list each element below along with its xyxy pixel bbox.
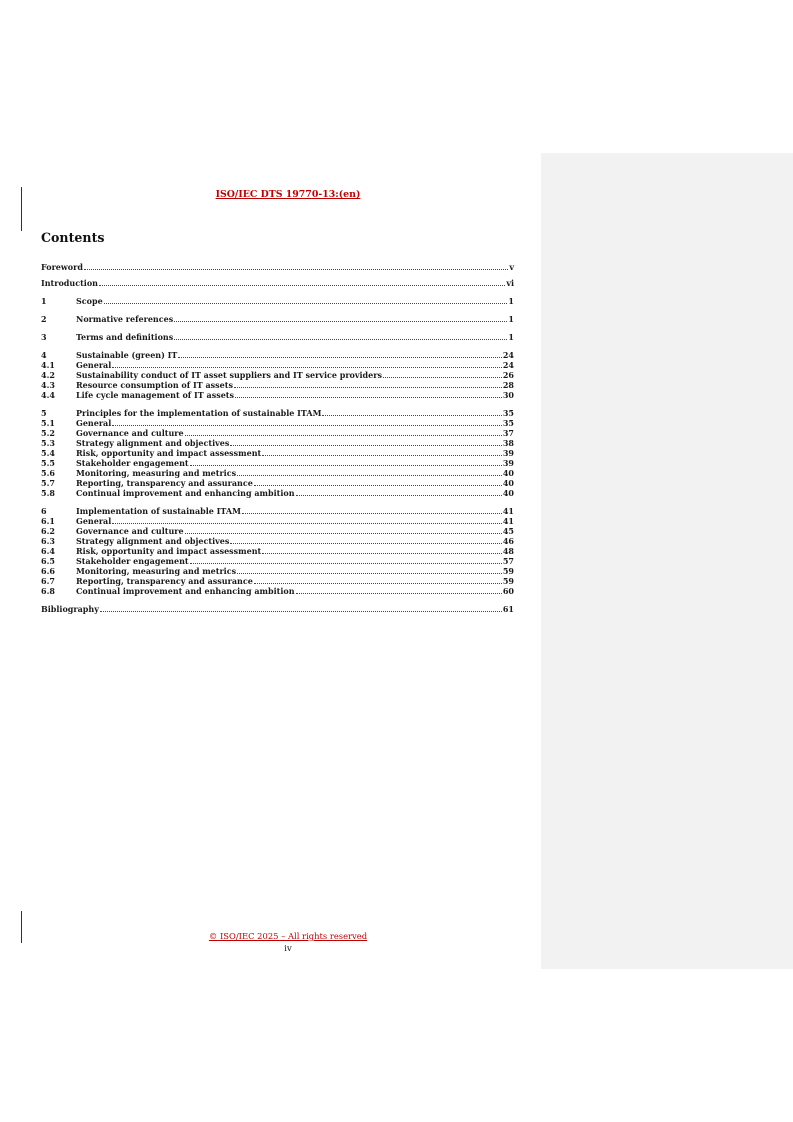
toc-entry-page: 35 bbox=[502, 408, 514, 418]
toc-entry-title: Principles for the implementation of sustainable ITAM bbox=[76, 408, 322, 418]
toc-entry-title: General bbox=[76, 516, 112, 526]
toc-entry-number: 6.2 bbox=[41, 526, 55, 536]
toc-entry-title: Strategy alignment and objectives bbox=[76, 536, 230, 546]
table-of-contents bbox=[41, 262, 514, 614]
toc-entry-title: Sustainability conduct of IT asset suppliers and IT service providers bbox=[76, 370, 382, 380]
toc-dot-leader bbox=[237, 468, 502, 476]
toc-dot-leader bbox=[174, 332, 507, 340]
toc-entry[interactable] bbox=[41, 604, 514, 614]
toc-entry[interactable] bbox=[41, 296, 514, 306]
toc-entry-page: 41 bbox=[502, 506, 514, 516]
toc-dot-leader bbox=[230, 438, 502, 446]
toc-entry-title: Governance and culture bbox=[76, 526, 184, 536]
toc-dot-leader bbox=[262, 448, 502, 456]
toc-entry-number: 6.6 bbox=[41, 566, 55, 576]
toc-entry[interactable] bbox=[41, 488, 514, 498]
copyright-notice[interactable]: © ISO/IEC 2025 – All rights reserved bbox=[208, 931, 368, 941]
toc-dot-leader bbox=[254, 478, 502, 486]
toc-entry-page: 24 bbox=[502, 350, 514, 360]
toc-entry-page: 40 bbox=[502, 468, 514, 478]
toc-entry[interactable] bbox=[41, 556, 514, 566]
toc-entry-title: Monitoring, measuring and metrics bbox=[76, 468, 237, 478]
toc-dot-leader bbox=[174, 314, 507, 322]
toc-entry-page: 48 bbox=[502, 546, 514, 556]
toc-entry[interactable] bbox=[41, 516, 514, 526]
toc-entry-number: 4.1 bbox=[41, 360, 55, 370]
toc-entry-title: Normative references bbox=[76, 314, 174, 324]
toc-entry-page: 59 bbox=[502, 576, 514, 586]
toc-entry-title: Terms and definitions bbox=[76, 332, 174, 342]
toc-entry-title: Resource consumption of IT assets bbox=[76, 380, 233, 390]
toc-entry[interactable] bbox=[41, 262, 514, 272]
toc-entry-title: Reporting, transparency and assurance bbox=[76, 576, 253, 586]
toc-entry-title: Scope bbox=[76, 296, 103, 306]
toc-dot-leader bbox=[235, 390, 502, 398]
toc-dot-leader bbox=[104, 296, 508, 304]
toc-dot-leader bbox=[190, 458, 502, 466]
toc-dot-leader bbox=[178, 350, 501, 358]
toc-entry-page: 39 bbox=[502, 448, 514, 458]
toc-entry-number: 3 bbox=[41, 332, 47, 342]
toc-entry-page: 59 bbox=[502, 566, 514, 576]
toc-entry-title: Sustainable (green) IT bbox=[76, 350, 178, 360]
toc-entry[interactable] bbox=[41, 536, 514, 546]
toc-entry[interactable] bbox=[41, 418, 514, 428]
toc-entry[interactable] bbox=[41, 576, 514, 586]
toc-entry-number: 2 bbox=[41, 314, 47, 324]
comment-pane bbox=[541, 153, 793, 969]
toc-entry-page: 35 bbox=[502, 418, 514, 428]
toc-entry-title: Bibliography bbox=[41, 604, 99, 614]
toc-entry-number: 5 bbox=[41, 408, 47, 418]
toc-entry-title: General bbox=[76, 360, 112, 370]
toc-entry-title: Strategy alignment and objectives bbox=[76, 438, 230, 448]
toc-entry-title: Implementation of sustainable ITAM bbox=[76, 506, 241, 516]
toc-dot-leader bbox=[190, 556, 502, 564]
toc-entry-title: Continual improvement and enhancing ambition bbox=[76, 488, 295, 498]
toc-entry-number: 5.4 bbox=[41, 448, 55, 458]
toc-entry-number: 6.7 bbox=[41, 576, 55, 586]
toc-entry[interactable] bbox=[41, 332, 514, 342]
toc-entry-number: 4.3 bbox=[41, 380, 55, 390]
toc-dot-leader bbox=[99, 278, 505, 286]
toc-dot-leader bbox=[112, 360, 502, 368]
toc-entry-page: 26 bbox=[502, 370, 514, 380]
toc-entry[interactable] bbox=[41, 586, 514, 596]
toc-entry-page: 30 bbox=[502, 390, 514, 400]
toc-entry-number: 6.3 bbox=[41, 536, 55, 546]
toc-dot-leader bbox=[234, 380, 502, 388]
toc-entry-title: Continual improvement and enhancing ambition bbox=[76, 586, 295, 596]
toc-entry[interactable] bbox=[41, 506, 514, 516]
change-bar-bottom bbox=[21, 911, 22, 943]
toc-entry-page: 61 bbox=[502, 604, 514, 614]
toc-dot-leader bbox=[254, 576, 502, 584]
toc-entry[interactable] bbox=[41, 360, 514, 370]
toc-entry[interactable] bbox=[41, 458, 514, 468]
toc-entry[interactable] bbox=[41, 428, 514, 438]
toc-entry-title: Governance and culture bbox=[76, 428, 184, 438]
toc-entry-title: Risk, opportunity and impact assessment bbox=[76, 448, 262, 458]
toc-entry[interactable] bbox=[41, 370, 514, 380]
toc-dot-leader bbox=[112, 418, 502, 426]
toc-entry-page: 45 bbox=[502, 526, 514, 536]
toc-entry-page: 60 bbox=[502, 586, 514, 596]
toc-entry-page: 39 bbox=[502, 458, 514, 468]
toc-dot-leader bbox=[185, 428, 502, 436]
toc-entry-number: 6 bbox=[41, 506, 47, 516]
toc-entry-title: Introduction bbox=[41, 278, 98, 288]
document-id-header[interactable]: ISO/IEC DTS 19770-13:(en) bbox=[215, 189, 361, 200]
toc-entry-title: General bbox=[76, 418, 112, 428]
toc-entry-number: 1 bbox=[41, 296, 47, 306]
toc-entry-title: Reporting, transparency and assurance bbox=[76, 478, 253, 488]
toc-dot-leader bbox=[322, 408, 501, 416]
toc-entry-number: 5.8 bbox=[41, 488, 55, 498]
toc-entry-number: 5.1 bbox=[41, 418, 55, 428]
toc-entry-title: Foreword bbox=[41, 262, 83, 272]
toc-entry-page: 28 bbox=[502, 380, 514, 390]
toc-dot-leader bbox=[185, 526, 502, 534]
contents-heading: Contents bbox=[41, 230, 105, 245]
toc-entry-number: 6.4 bbox=[41, 546, 55, 556]
toc-entry-title: Stakeholder engagement bbox=[76, 458, 189, 468]
toc-entry[interactable] bbox=[41, 350, 514, 360]
toc-dot-leader bbox=[230, 536, 502, 544]
toc-entry-number: 6.8 bbox=[41, 586, 55, 596]
toc-dot-leader bbox=[100, 604, 502, 612]
toc-entry-number: 5.6 bbox=[41, 468, 55, 478]
toc-entry-number: 5.5 bbox=[41, 458, 55, 468]
toc-dot-leader bbox=[84, 262, 508, 270]
toc-entry[interactable] bbox=[41, 380, 514, 390]
toc-dot-leader bbox=[296, 488, 502, 496]
toc-entry-number: 6.5 bbox=[41, 556, 55, 566]
toc-entry-number: 4.4 bbox=[41, 390, 55, 400]
toc-dot-leader bbox=[237, 566, 502, 574]
toc-entry-number: 6.1 bbox=[41, 516, 55, 526]
toc-entry-title: Life cycle management of IT assets bbox=[76, 390, 234, 400]
page-number: iv bbox=[284, 943, 292, 953]
toc-entry-page: 1 bbox=[508, 332, 514, 342]
toc-entry[interactable] bbox=[41, 438, 514, 448]
toc-entry-number: 4.2 bbox=[41, 370, 55, 380]
toc-entry-page: 24 bbox=[502, 360, 514, 370]
toc-entry-number: 5.3 bbox=[41, 438, 55, 448]
toc-entry-number: 5.7 bbox=[41, 478, 55, 488]
toc-entry[interactable] bbox=[41, 526, 514, 536]
toc-entry-page: v bbox=[509, 262, 514, 272]
toc-entry[interactable] bbox=[41, 566, 514, 576]
toc-entry-page: 38 bbox=[502, 438, 514, 448]
toc-entry[interactable] bbox=[41, 478, 514, 488]
toc-entry[interactable] bbox=[41, 546, 514, 556]
toc-entry-page: 1 bbox=[508, 314, 514, 324]
toc-dot-leader bbox=[262, 546, 502, 554]
toc-entry[interactable] bbox=[41, 314, 514, 324]
toc-entry-number: 5.2 bbox=[41, 428, 55, 438]
toc-entry-title: Monitoring, measuring and metrics bbox=[76, 566, 237, 576]
toc-entry-page: 57 bbox=[502, 556, 514, 566]
toc-dot-leader bbox=[383, 370, 502, 378]
toc-entry[interactable] bbox=[41, 278, 514, 288]
toc-entry[interactable] bbox=[41, 448, 514, 458]
toc-dot-leader bbox=[242, 506, 502, 514]
toc-entry-page: 40 bbox=[502, 478, 514, 488]
toc-entry[interactable] bbox=[41, 390, 514, 400]
toc-entry-page: 40 bbox=[502, 488, 514, 498]
toc-entry-page: 1 bbox=[508, 296, 514, 306]
toc-entry-title: Risk, opportunity and impact assessment bbox=[76, 546, 262, 556]
toc-entry-page: vi bbox=[506, 278, 514, 288]
toc-entry-page: 46 bbox=[502, 536, 514, 546]
toc-entry-title: Stakeholder engagement bbox=[76, 556, 189, 566]
toc-entry[interactable] bbox=[41, 408, 514, 418]
toc-entry-number: 4 bbox=[41, 350, 47, 360]
toc-entry-page: 41 bbox=[502, 516, 514, 526]
toc-dot-leader bbox=[296, 586, 502, 594]
toc-entry-page: 37 bbox=[502, 428, 514, 438]
change-bar-top bbox=[21, 187, 22, 231]
toc-entry[interactable] bbox=[41, 468, 514, 478]
toc-dot-leader bbox=[112, 516, 502, 524]
